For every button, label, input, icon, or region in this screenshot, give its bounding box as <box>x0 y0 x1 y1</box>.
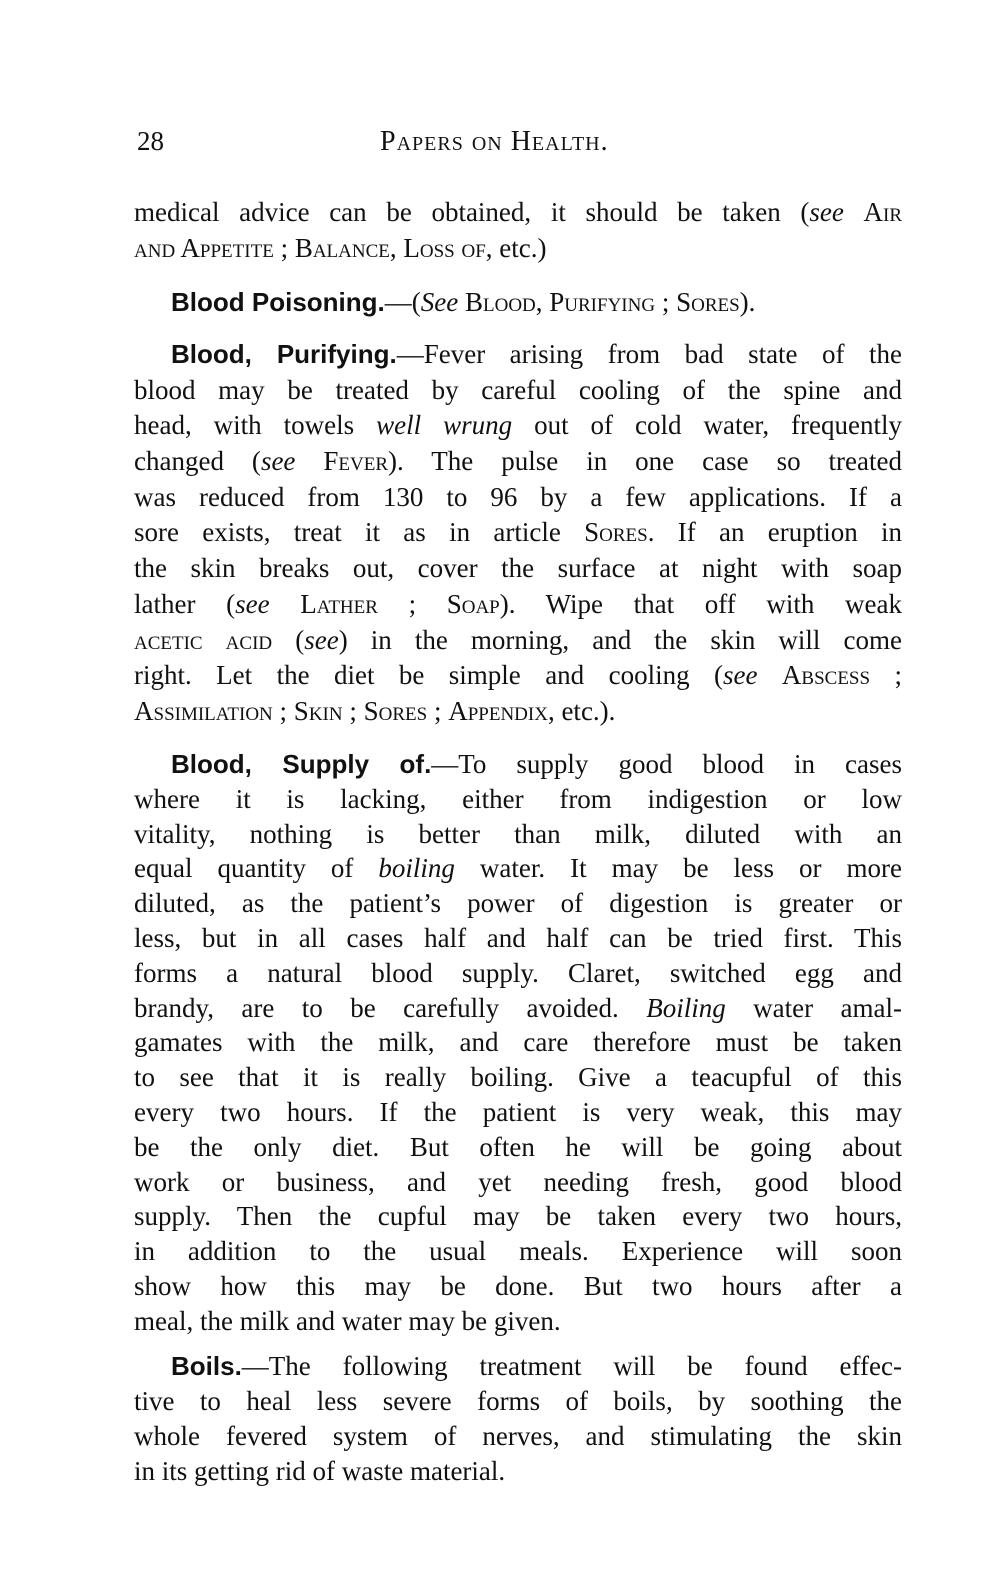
text-segment: equal quantity of <box>134 853 379 884</box>
text-line <box>134 1165 902 1200</box>
text-line <box>134 817 902 852</box>
text-segment: Balance, Loss of <box>294 232 486 263</box>
paragraph-continuation <box>134 195 902 266</box>
text-line <box>134 956 902 991</box>
text-segment: head, with towels <box>134 410 377 441</box>
text-segment: ) in the morning, and the skin will come <box>338 624 902 655</box>
text-line <box>134 1349 902 1384</box>
text-segment: Blood, Purifying <box>464 287 656 317</box>
text-segment: see <box>235 588 270 619</box>
page-number: 28 <box>137 126 164 156</box>
text-segment <box>844 197 864 227</box>
text-line <box>134 851 902 886</box>
text-line <box>134 782 902 817</box>
text-segment <box>295 446 323 476</box>
text-line <box>134 747 902 782</box>
text-segment: see <box>260 446 296 477</box>
text-line <box>134 1199 902 1234</box>
text-segment: ( <box>272 624 305 655</box>
text-segment: see <box>809 197 844 227</box>
text-segment: meal, the milk and water may be given. <box>134 1305 561 1336</box>
text-line <box>134 694 902 730</box>
text-segment: —The following treatment will be found effec- <box>241 1351 902 1381</box>
text-line <box>134 1269 902 1304</box>
text-line <box>134 195 902 231</box>
text-segment: the skin breaks out, cover the surface at night with soap <box>134 553 902 584</box>
text-segment: well wrung <box>376 410 513 441</box>
text-segment: ; <box>273 232 295 263</box>
text-line <box>134 231 902 267</box>
text-segment: vitality, nothing is better than milk, diluted with an <box>134 818 902 849</box>
text-segment: whole fevered system of nerves, and stimulating the skin <box>134 1421 902 1451</box>
text-segment: was reduced from 130 to 96 by a few applications. If a <box>134 481 902 512</box>
text-segment: ; <box>342 695 364 726</box>
entry-heading: Blood Poisoning. <box>171 287 385 317</box>
text-segment: boiling <box>378 853 455 884</box>
text-segment: ; <box>272 695 294 726</box>
text-line <box>134 1025 902 1060</box>
text-segment: ; <box>377 588 447 619</box>
text-line <box>134 285 902 321</box>
text-segment: ; <box>655 287 677 317</box>
text-segment: medical advice can be obtained, it should be taken ( <box>134 197 810 227</box>
text-segment: and Appetite <box>134 232 274 263</box>
text-segment: diluted, as the patient’s power of digestion is greater or <box>134 888 902 919</box>
text-segment: in its getting rid of waste material. <box>134 1456 506 1486</box>
paragraph-blood-purifying <box>134 337 902 730</box>
text-segment: Lather <box>300 588 378 619</box>
text-segment: Skin <box>293 695 343 726</box>
text-segment: brandy, are to be carefully avoided. <box>134 992 647 1023</box>
text-line <box>134 1384 902 1419</box>
text-line <box>134 373 902 409</box>
text-line <box>134 480 902 516</box>
running-title: Papers on Health. <box>380 126 609 157</box>
text-line <box>134 551 902 587</box>
text-segment: less, but in all cases half and half can be tried first. This <box>134 922 902 953</box>
paragraph-blood-supply <box>134 747 902 1339</box>
entry-heading: Boils. <box>171 1351 242 1381</box>
paragraph-boils <box>134 1349 902 1489</box>
text-segment: See <box>420 287 459 317</box>
text-line <box>134 587 902 623</box>
text-segment <box>270 589 301 619</box>
text-segment: . If an eruption in <box>647 517 902 548</box>
text-segment: Sores <box>676 287 740 317</box>
text-segment <box>757 660 781 690</box>
text-segment: acetic acid <box>134 624 273 655</box>
text-segment: ). The pulse in one case so treated <box>388 446 903 477</box>
text-segment: Sores <box>363 695 428 726</box>
text-segment: Sores <box>584 517 648 548</box>
text-segment: right. Let the diet be simple and cooling ( <box>134 660 723 691</box>
text-line <box>134 1060 902 1095</box>
text-line <box>134 1304 902 1339</box>
entry-heading: Blood, Purifying. <box>171 339 397 369</box>
text-segment: tive to heal less severe forms of boils, by soothing the <box>134 1386 902 1416</box>
text-segment: see <box>723 660 758 691</box>
paragraph-blood-poisoning <box>134 285 902 321</box>
text-segment <box>458 287 465 317</box>
text-line <box>134 623 902 659</box>
text-line <box>134 1454 902 1489</box>
text-line <box>134 408 902 444</box>
text-segment: Soap <box>446 588 500 619</box>
text-line <box>134 991 902 1026</box>
text-segment: ; <box>427 695 449 726</box>
text-segment: show how this may be done. But two hours after a <box>134 1270 902 1301</box>
text-segment: Abscess <box>781 660 871 691</box>
text-segment: water amal- <box>725 992 902 1023</box>
text-segment: see <box>304 624 339 655</box>
text-segment: changed ( <box>134 446 261 477</box>
text-segment: where it is lacking, either from indigestion or low <box>134 783 902 814</box>
text-segment: to see that it is really boiling. Give a teacupful of this <box>134 1062 902 1093</box>
text-line <box>134 1130 902 1165</box>
text-segment: Appendix <box>448 695 548 726</box>
text-segment: sore exists, treat it as in article <box>134 517 585 548</box>
text-line <box>134 444 902 480</box>
text-segment: blood may be treated by careful cooling of the spine and <box>134 374 902 405</box>
text-segment: be the only diet. But often he will be going about <box>134 1131 902 1162</box>
text-segment: , etc.) <box>485 232 547 263</box>
text-segment: gamates with the milk, and care therefore must be taken <box>134 1027 902 1058</box>
text-segment: , etc.). <box>547 695 616 726</box>
text-line <box>134 337 902 373</box>
text-segment: Assimilation <box>134 695 273 726</box>
text-segment: in addition to the usual meals. Experience will soon <box>134 1236 902 1267</box>
text-segment: water. It may be less or more <box>454 853 902 884</box>
text-segment: ). <box>739 287 756 317</box>
text-segment: work or business, and yet needing fresh, good blood <box>134 1166 902 1197</box>
text-segment: —( <box>384 287 421 317</box>
text-segment: ). Wipe that off with weak <box>499 588 903 619</box>
text-line <box>134 658 902 694</box>
entry-heading: Blood, Supply of. <box>171 749 432 779</box>
text-segment: every two hours. If the patient is very weak, this may <box>134 1096 902 1127</box>
text-segment: lather ( <box>134 588 236 619</box>
text-segment: forms a natural blood supply. Claret, switched egg and <box>134 957 902 988</box>
text-segment: supply. Then the cupful may be taken every two hours, <box>134 1201 902 1232</box>
text-segment: —To supply good blood in cases <box>431 749 902 779</box>
text-segment: Air <box>863 197 902 227</box>
text-line <box>134 1234 902 1269</box>
text-line <box>134 1095 902 1130</box>
text-line <box>134 1419 902 1454</box>
text-line <box>134 515 902 551</box>
text-segment: out of cold water, frequently <box>512 410 903 441</box>
text-line <box>134 921 902 956</box>
text-segment: ; <box>870 660 902 691</box>
text-segment: Fever <box>323 446 389 477</box>
text-line <box>134 886 902 921</box>
text-segment: Boiling <box>646 992 726 1023</box>
text-segment: —Fever arising from bad state of the <box>396 339 902 369</box>
